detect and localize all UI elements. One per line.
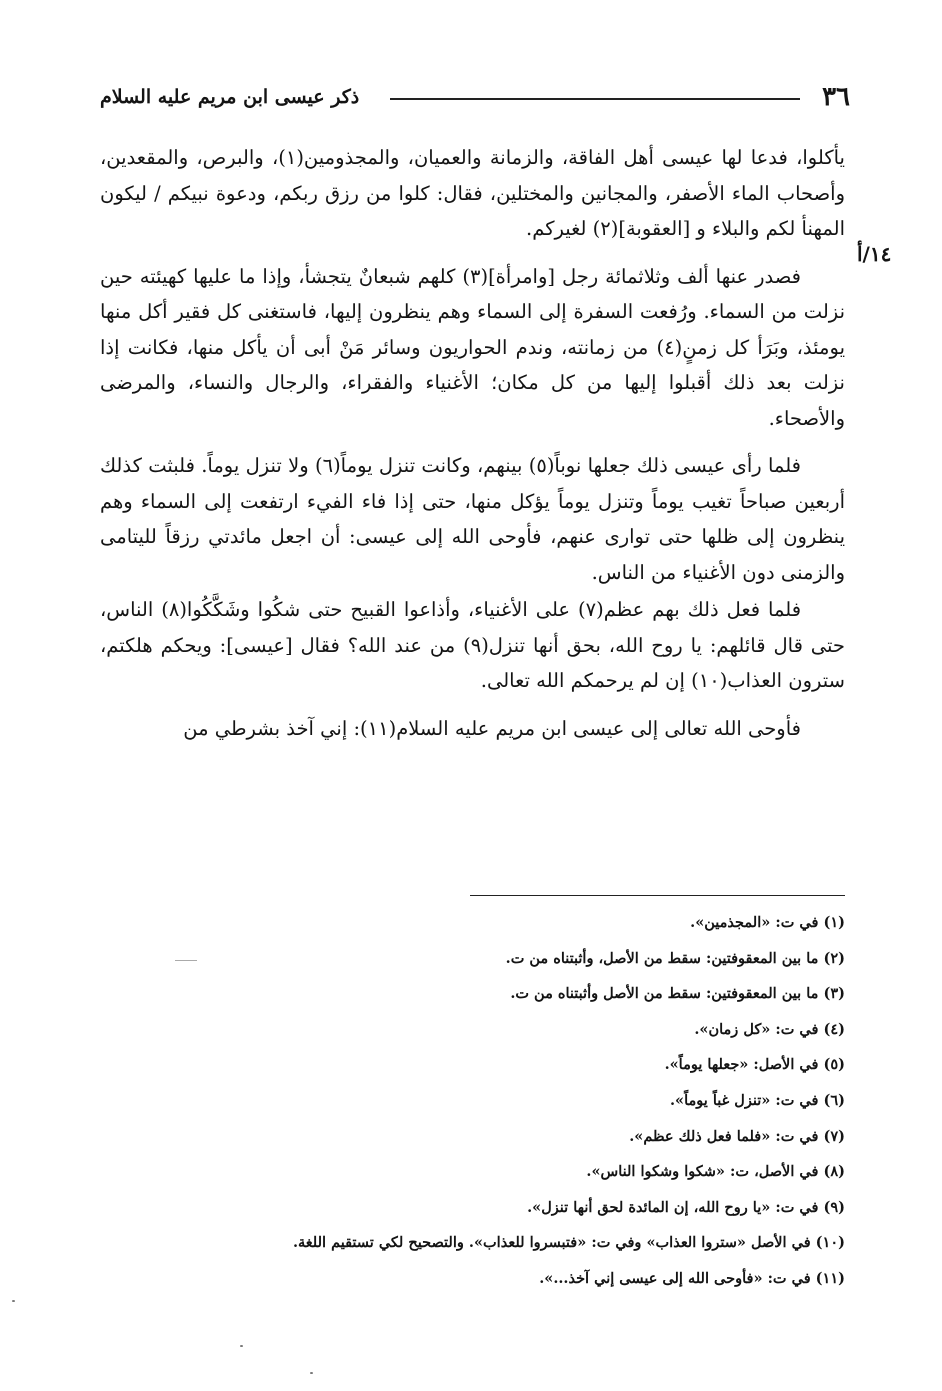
- footnote-4: (٤) في ت: «كل زمان».: [694, 1020, 845, 1038]
- footnote-2: (٢) ما بين المعقوفتين: سقط من الأصل، وأثبتناه من ت.: [505, 949, 845, 967]
- scan-speck: [12, 1300, 15, 1302]
- page-header: [100, 82, 850, 116]
- page-number: ٣٦: [822, 82, 850, 112]
- scan-speck: [310, 1372, 313, 1374]
- footnote-8: (٨) في الأصل، ت: «شكوا وشكوا الناس».: [586, 1163, 845, 1181]
- paragraph-1: يأكلوا، فدعا لها عيسى أهل الفاقة، والزمانة والعميان، والمجذومين(١)، والبرص، والمقعدين، وأصحاب الماء الأصفر، والمجانين والمختلين، فقال: كلوا من رزق ربكم، ودعوة نبيكم / ليكون المهنأ لكم والبلاء و [العقوبة](٢) لغيركم.: [100, 146, 845, 240]
- footnote-1: (١) في ت: «المجذمين».: [690, 914, 845, 931]
- scan-artifact-line: [175, 960, 197, 961]
- running-title: ذكر عيسى ابن مريم عليه السلام: [100, 86, 360, 108]
- footnote-7: (٧) في ت: «فلما فعل ذلك عظم».: [629, 1127, 845, 1145]
- footnotes: [100, 905, 845, 1297]
- paragraph-4: فلما فعل ذلك بهم عظم(٧) على الأغنياء، وأذاعوا القبيح حتى شكُوا وشَكَّكُوا(٨) الناس، حتى قال قائلهم: يا روح الله، بحق أنها تنزل(٩) من عند الله؟ فقال [عيسى]: ويحكم هلكتم، سترون العذاب(١٠) إن لم يرحمكم الله تعالى.: [100, 598, 845, 692]
- paragraph-5: فأوحى الله تعالى إلى عيسى ابن مريم عليه السلام(١١): إني آخذ بشرطي من: [183, 716, 801, 740]
- header-rule: [390, 98, 800, 100]
- footnote-3: (٣) ما بين المعقوفتين: سقط من الأصل وأثبتناه من ت.: [510, 985, 845, 1003]
- footnote-6: (٦) في ت: «تنزل غباً يوماً».: [669, 1091, 845, 1109]
- manuscript-folio-marker: ١٤/أ: [857, 242, 892, 266]
- paragraph-3: فلما رأى عيسى ذلك جعلها نوباً(٥) بينهم، وكانت تنزل يوماً(٦) ولا تنزل يوماً. فلبثت كذلك أربعين صباحاً تغيب يوماً وتنزل يوماً يؤكل منها، حتى إذا فاء الفيء ارتفعت إلى السماء وهم ينظرون إلى ظلها حتى توارى عنهم، فأوحى الله إلى عيسى: أن اجعل مائدتي رزقاً لليتامى والزمنى دون الأغنياء من الناس.: [100, 454, 845, 584]
- footnote-10: (١٠) في الأصل «ستروا العذاب» وفي ت: «فتبسروا للعذاب». والتصحيح لكي تستقيم اللغة.: [292, 1234, 845, 1252]
- footnote-5: (٥) في الأصل: «جعلها يوماً».: [664, 1056, 845, 1074]
- paragraph-2: فصدر عنها ألف وثلاثمائة رجل [وامرأة](٣) كلهم شبعانٌ يتجشأ، وإذا ما عليها كهيئته حين نزلت من السماء. ورُفعت السفرة إلى السماء وهم ينظرون إليها، فاستغنى كل فقير أكل منها يومئذ، وبَرَأ كل زمنٍ(٤) من زمانته، وندم الحواريون وسائر مَنْ أبى أن يأكل منها، فكانت إذا نزلت بعد ذلك أقبلوا إليها من كل مكان؛ الأغنياء والفقراء، والرجال والنساء، والمرضى والأصحاء.: [100, 264, 846, 430]
- main-text: [100, 140, 845, 758]
- footnote-9: (٩) في ت: «يا روح الله، إن المائدة لحق أنها تنزل».: [527, 1198, 845, 1216]
- scan-speck: [240, 1345, 243, 1347]
- footnote-separator: [470, 895, 845, 896]
- footnote-11: (١١) في ت: «فأوحى الله إلى عيسى إني آخذ...».: [539, 1269, 845, 1287]
